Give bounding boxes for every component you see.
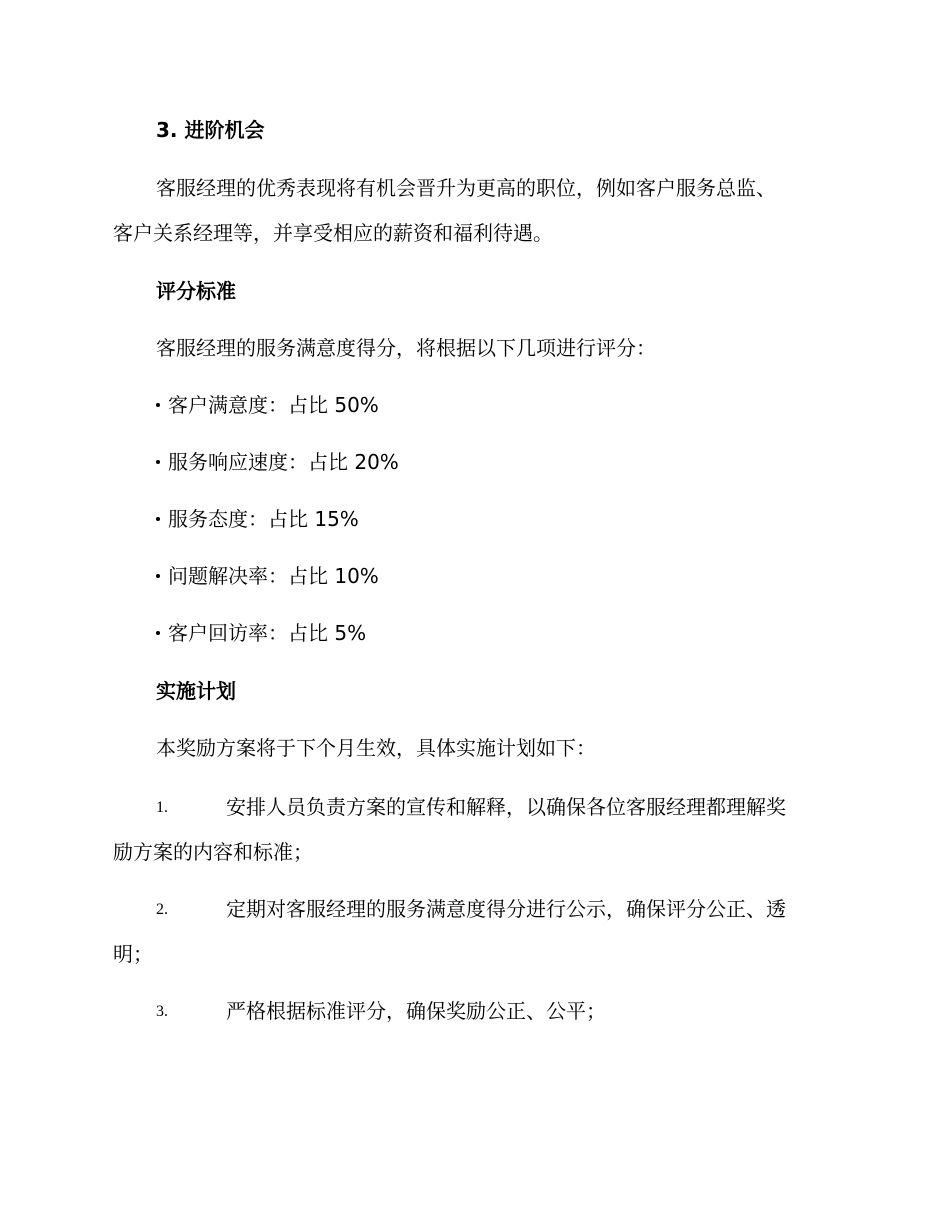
scoring-item-text: 服务响应速度：占比 20% (168, 450, 399, 474)
section-heading-advancement: 3. 进阶机会 (156, 118, 265, 142)
scoring-item (156, 621, 366, 645)
scoring-item (156, 393, 379, 417)
scoring-item (156, 450, 399, 474)
step-text-line-1: 安排人员负责方案的宣传和解释，以确保各位客服经理都理解奖 (226, 795, 786, 819)
bullet-icon (156, 517, 160, 521)
scoring-item-text: 客户回访率：占比 5% (168, 621, 367, 645)
scoring-item-text: 服务态度：占比 15% (168, 507, 359, 531)
bullet-icon (156, 460, 160, 464)
plan-intro: 本奖励方案将于下个月生效，具体实施计划如下： (156, 736, 596, 760)
scoring-item-text: 客户满意度：占比 50% (168, 393, 379, 417)
bullet-icon (156, 403, 160, 407)
scoring-intro: 客服经理的服务满意度得分，将根据以下几项进行评分： (156, 336, 656, 360)
section-heading-plan: 实施计划 (156, 679, 236, 703)
advancement-paragraph-line-2: 客户关系经理等，并享受相应的薪资和福利待遇。 (113, 221, 553, 245)
scoring-item (156, 564, 379, 588)
step-text-line-2: 明； (113, 942, 153, 966)
step-text-line-1: 严格根据标准评分，确保奖励公正、公平； (226, 999, 606, 1023)
step-text-line-1: 定期对客服经理的服务满意度得分进行公示，确保评分公正、透 (226, 897, 786, 921)
step-number: 1. (156, 799, 168, 816)
section-heading-scoring: 评分标准 (156, 279, 236, 303)
step-number: 2. (156, 901, 168, 918)
step-text-line-2: 励方案的内容和标准； (113, 840, 313, 864)
bullet-icon (156, 574, 160, 578)
scoring-item (156, 507, 359, 531)
bullet-icon (156, 631, 160, 635)
step-number: 3. (156, 1003, 168, 1020)
scoring-item-text: 问题解决率：占比 10% (168, 564, 379, 588)
advancement-paragraph-line-1: 客服经理的优秀表现将有机会晋升为更高的职位，例如客户服务总监、 (156, 176, 776, 200)
